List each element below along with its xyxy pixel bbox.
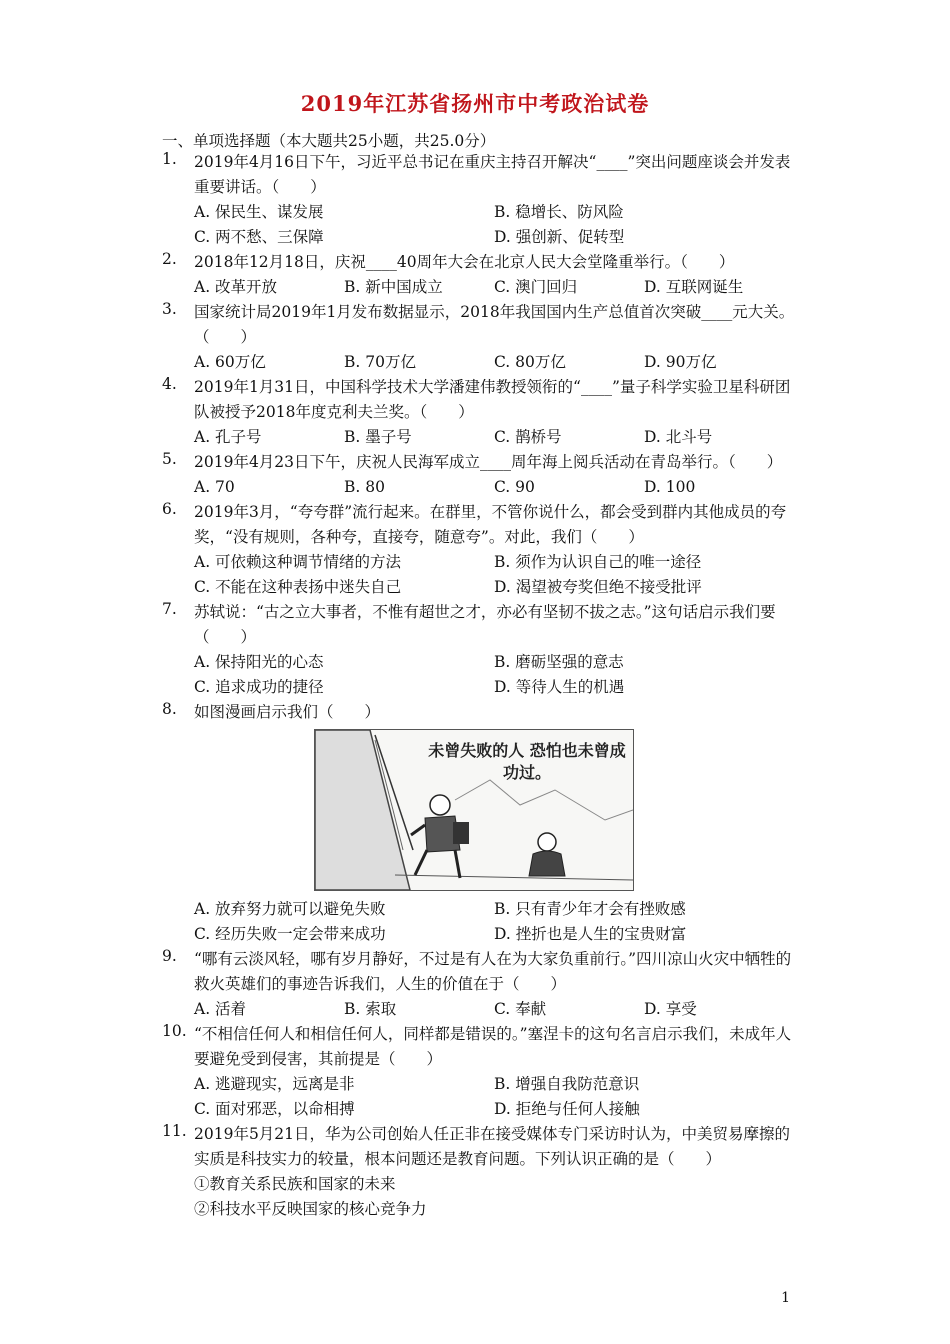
option-b: B. 只有青少年才会有挫败感 (494, 900, 686, 918)
question-number: 11. (162, 1122, 187, 1140)
option-d: D. 北斗号 (644, 428, 713, 446)
page-title: 2019年江苏省扬州市中考政治试卷 (300, 91, 650, 116)
question-text: 2018年12月18日，庆祝____40周年大会在北京人民大会堂隆重举行。（ ） (194, 253, 735, 271)
option-b: B. 须作为认识自己的唯一途径 (494, 553, 702, 571)
question-8 (162, 700, 802, 947)
question-list (162, 150, 802, 1222)
option-a: A. 可依赖这种调节情绪的方法 (194, 553, 402, 571)
option-d: D. 等待人生的机遇 (494, 678, 625, 696)
option-b: B. 墨子号 (344, 428, 412, 446)
option-d: D. 享受 (644, 1000, 697, 1018)
option-c: C. 不能在这种表扬中迷失自己 (194, 578, 402, 596)
page-number: 1 (781, 1290, 790, 1306)
option-c: C. 澳门回归 (494, 278, 578, 296)
option-b: B. 增强自我防范意识 (494, 1075, 640, 1093)
question-text: “哪有云淡风轻，哪有岁月静好，不过是有人在为大家负重前行。”四川凉山火灾中牺牲的救火英雄们的事迹告诉我们，人生的价值在于（ ） (194, 950, 792, 993)
option-a: A. 70 (194, 478, 235, 496)
question-number: 6. (162, 500, 177, 518)
question-7 (162, 600, 802, 700)
option-c: C. 90 (494, 478, 535, 496)
option-c: C. 面对邪恶，以命相搏 (194, 1100, 355, 1118)
option-d: D. 90万亿 (644, 353, 717, 371)
option-d: D. 拒绝与任何人接触 (494, 1100, 640, 1118)
question-9 (162, 947, 802, 1022)
option-a: A. 保民生、谋发展 (194, 203, 324, 221)
option-a: A. 逃避现实，远离是非 (194, 1075, 355, 1093)
option-c: C. 追求成功的捷径 (194, 678, 324, 696)
option-a: A. 放弃努力就可以避免失败 (194, 900, 386, 918)
option-b: B. 80 (344, 478, 385, 496)
question-number: 10. (162, 1022, 187, 1040)
option-d: D. 100 (644, 478, 696, 496)
question-4 (162, 375, 802, 450)
question-number: 9. (162, 947, 177, 965)
question-number: 3. (162, 300, 177, 318)
option-a: A. 60万亿 (194, 353, 266, 371)
question-text: 2019年4月23日下午，庆祝人民海军成立____周年海上阅兵活动在青岛举行。（ ） (194, 453, 783, 471)
comic-image (314, 729, 634, 891)
question-3 (162, 300, 802, 375)
question-6 (162, 500, 802, 600)
question-text: 2019年3月，“夸夸群”流行起来。在群里，不管你说什么，都会受到群内其他成员的夸奖，“没有规则，各种夸，直接夸，随意夸”。对此，我们（ ） (194, 503, 787, 546)
comic-caption: 未曾失败的人 恐怕也未曾成功过。 (428, 741, 626, 782)
option-a: A. 孔子号 (194, 428, 262, 446)
option-a: A. 改革开放 (194, 278, 278, 296)
question-2 (162, 250, 802, 300)
statement-1: ①教育关系民族和国家的未来 (194, 1175, 396, 1193)
question-text: 2019年4月16日下午，习近平总书记在重庆主持召开解决“____”突出问题座谈会并发表重要讲话。（ ） (194, 153, 791, 196)
option-b: B. 索取 (344, 1000, 397, 1018)
question-5 (162, 450, 802, 500)
question-text: 2019年5月21日，华为公司创始人任正非在接受媒体专门采访时认为，中美贸易摩擦的实质是科技实力的较量，根本问题还是教育问题。下列认识正确的是（ ） (194, 1125, 791, 1168)
question-text: 如图漫画启示我们（ ） (194, 703, 381, 721)
option-d: D. 渴望被夸奖但绝不接受批评 (494, 578, 702, 596)
question-text: 国家统计局2019年1月发布数据显示，2018年我国国内生产总值首次突破____元大关。（ ） (194, 303, 795, 346)
question-number: 1. (162, 150, 177, 168)
question-number: 2. (162, 250, 177, 268)
question-11 (162, 1122, 802, 1222)
question-text: 苏轼说：“古之立大事者，不惟有超世之才，亦必有坚韧不拔之志。”这句话启示我们要（ ） (194, 603, 776, 646)
statement-2: ②科技水平反映国家的核心竞争力 (194, 1200, 427, 1218)
section-heading: 一、单项选择题（本大题共25小题，共25.0分） (162, 132, 496, 150)
option-b: B. 磨砺坚强的意志 (494, 653, 624, 671)
question-10 (162, 1022, 802, 1122)
option-b: B. 稳增长、防风险 (494, 203, 624, 221)
option-c: C. 80万亿 (494, 353, 566, 371)
option-c: C. 经历失败一定会带来成功 (194, 925, 386, 943)
question-number: 7. (162, 600, 177, 618)
question-number: 5. (162, 450, 177, 468)
question-number: 8. (162, 700, 177, 718)
option-d: D. 互联网诞生 (644, 278, 744, 296)
option-b: B. 新中国成立 (344, 278, 443, 296)
option-d: D. 强创新、促转型 (494, 228, 625, 246)
question-1 (162, 150, 802, 250)
question-number: 4. (162, 375, 177, 393)
option-c: C. 鹊桥号 (494, 428, 562, 446)
option-c: C. 奉献 (494, 1000, 547, 1018)
option-a: A. 保持阳光的心态 (194, 653, 324, 671)
option-a: A. 活着 (194, 1000, 247, 1018)
question-text: 2019年1月31日，中国科学技术大学潘建伟教授领衔的“____”量子科学实验卫星科研团队被授予2018年度克利夫兰奖。（ ） (194, 378, 791, 421)
option-d: D. 挫折也是人生的宝贵财富 (494, 925, 687, 943)
option-c: C. 两不愁、三保障 (194, 228, 324, 246)
question-text: “不相信任何人和相信任何人，同样都是错误的。”塞涅卡的这句名言启示我们，未成年人要避免受到侵害，其前提是（ ） (194, 1025, 792, 1068)
option-b: B. 70万亿 (344, 353, 416, 371)
